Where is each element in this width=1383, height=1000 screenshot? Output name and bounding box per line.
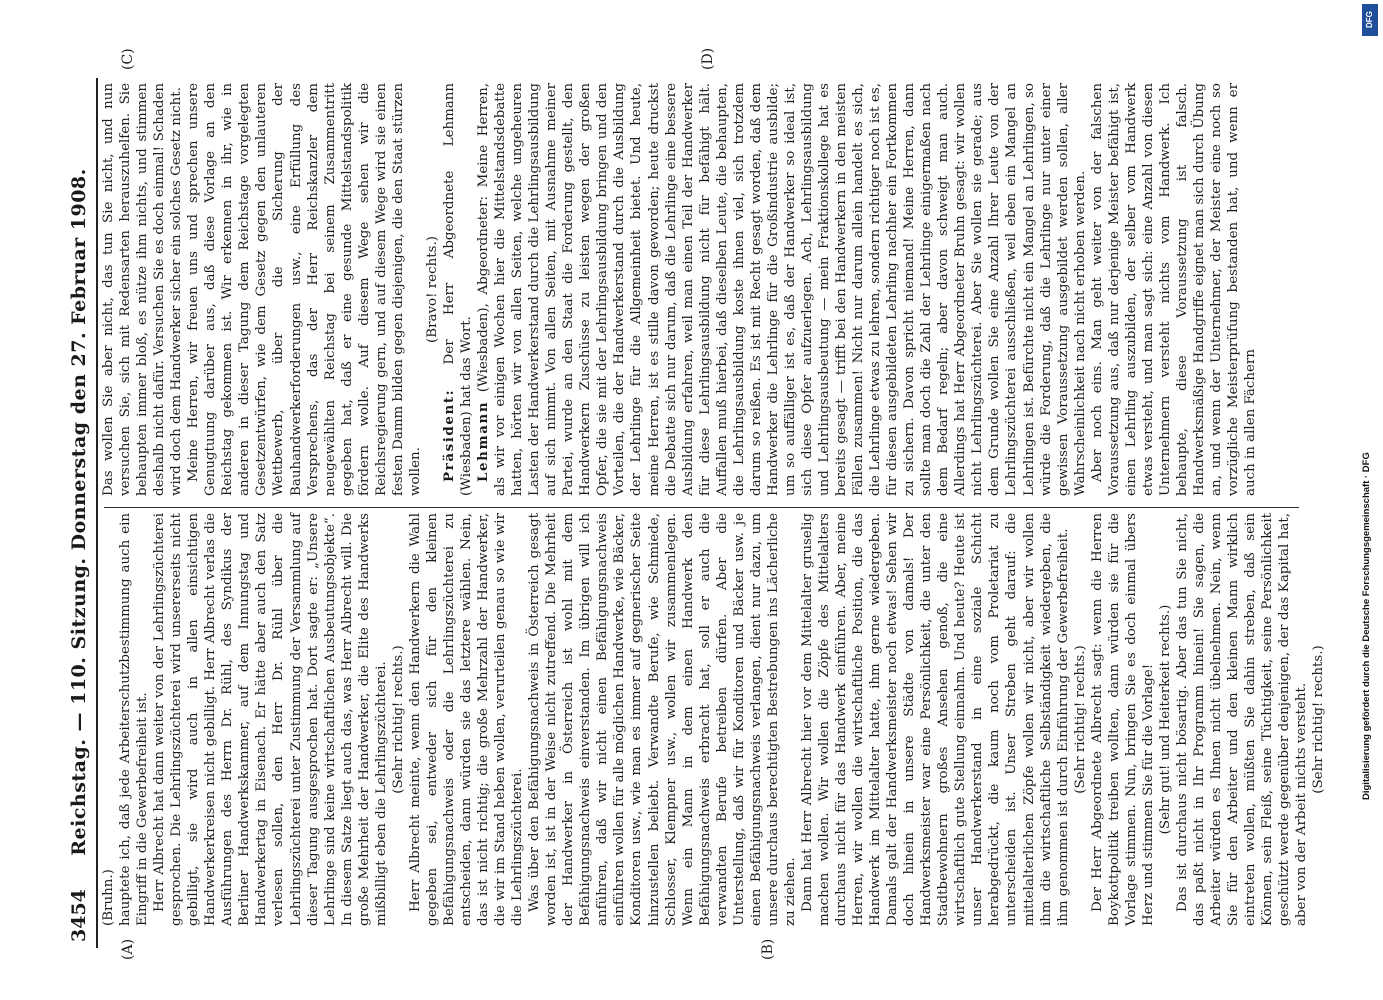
- paragraph: Dann hat Herr Albrecht hier vor dem Mittelalter gruselig machen wollen. Wir wollen die Zöpfe des Mittelalters durchaus nicht für das Handwerk einführen. Aber, meine Herren, wir wollen die wirtschaftliche Position, die das Handwerk im Mittelalter hatte, ihm gerne wiedergeben. Damals galt der Handwerksmeister noch etwas! Sehen wir doch hinein in unsere Städte von damals! Der Handwerksmeister war eine Persönlichkeit, die unter den Stadtbewohnern großes Ansehen genoß, die eine wirtschaftlich gute Stellung einnahm. Und heute? Heute ist unser Handwerkerstand in eine soziale Schicht herabgedrückt, die kaum noch vom Proletariat zu unterscheiden ist. Unser Streben geht darauf: die mittelalterlichen Zöpfe wollen wir nicht, aber wir wollen ihm die wirtschaftliche Selbständigkeit wiedergeben, die ihm genommen ist durch Einführung der Gewerbefreiheit.: [799, 513, 1071, 926]
- paragraph: Was über den Befähigungsnachweis in Österreich gesagt worden ist, ist in der Weise nicht zutreffend. Die Mehrheit der Handwerker in Österreich ist wohl mit dem Befähigungsnachweis einverstanden. Im übrigen will ich anführen, daß wir nicht einen Befähigungsnachweis einführen wollen für alle möglichen Handwerke, wie Bäcker, Konditoren usw., wie man es immer auf gegnerischer Seite hinzustellen beliebt. Verwandte Berufe, wie Schmiede, Schlosser, Klempner usw., wollen wir zusammenlegen. Wenn ein Mann in dem einen Handwerk den Befähigungsnachweis erbracht hat, soll er auch die verwandten Berufe betreiben dürfen. Aber die Unterstellung, daß wir für Konditoren und Bäcker usw. je einen Befähigungsnachweis verlangen, dient nur dazu, um unsere durchaus berechtigten Bestrebungen ins Lächerliche zu ziehen.: [527, 513, 798, 926]
- interjection: (Sehr gut! und Heiterkeit rechts.): [1157, 604, 1173, 835]
- interjection: (Bravo! rechts.): [424, 236, 440, 343]
- paragraph: Das ist durchaus nicht bösartig. Aber das tun Sie nicht, das paßt nicht in Ihr Programm hinein! Sie sagen, die Arbeiter würden es Ihnen nicht übelnehmen. Nein, wenn Sie für den Arbeiter und den kleinen Mann wirklich eintreten wollen, müßten Sie dahin streben, daß sein Können, sein Fleiß, seine Tüchtigkeit, seine Persönlichkeit geschützt werde gegenüber denjenigen, der das Kapital hat, aber von der Arbeit nichts versteht.: [1174, 513, 1310, 926]
- digitization-sidebar: [1359, 0, 1383, 1000]
- president-line: [441, 83, 475, 496]
- right-column: [100, 83, 1300, 496]
- speaker-name: Lehmann: [475, 400, 492, 482]
- paragraph: Der Herr Abgeordnete Albrecht sagt: wenn die Herren Boykottpolitik treiben wollten, dann würden sie für die Vorlage stimmen. Nun, bringen Sie es doch einmal übers Herz und stimmen Sie für die Vorlage!: [1089, 513, 1156, 926]
- left-column: [100, 513, 1327, 926]
- column-divider: [104, 507, 1299, 508]
- page-number: 3454: [68, 889, 90, 942]
- margin-marker-c: (C): [120, 48, 136, 70]
- margin-marker-a: (A): [120, 938, 136, 960]
- page-header: [62, 82, 96, 942]
- page-title: Reichstag. — 110. Sitzung. Donnerstag den 27. Februar 1908.: [68, 168, 90, 856]
- interjection: (Sehr richtig! rechts.): [1311, 645, 1327, 794]
- speech-start: [475, 83, 1089, 496]
- speaker-tag: (Bruhn.): [101, 869, 116, 926]
- paragraph: Aber noch eins. Man geht weiter von der falschen Voraussetzung aus, daß nur derjenige Meister befähigt ist, einen Lehrling auszubilden, der selber vom Handwerk etwas versteht, und man sagt sich: eine Anzahl von diesen Unternehmern versteht nichts vom Handwerk. Ich behaupte, diese Voraussetzung ist falsch. Handwerksmäßige Handgriffe eignet man sich durch Übung an, und wenn der Unternehmer, der Meister eine noch so vorzügliche Meisterprüfung bestanden hat, und wenn er auch in allen Fächern: [1089, 83, 1259, 496]
- paragraph: (Wiesbaden), Abgeordneter: Meine Herren, als wir vor einigen Wochen hier die Mittelstandsdebatte hatten, hörten wir von allen Seiten, welche ungeheuren Lasten der Handwerkerstand durch die Lehrlingsausbildung auf sich nimmt. Von allen Seiten, mit Ausnahme meiner Partei, wurde an den Staat die Forderung gestellt, den Handwerkern Zuschüsse zu leisten wegen der großen Opfer, die sie mit der Lehrlingsausbildung bringen und den Vorteilen, die der Handwerkerstand durch die Ausbildung der Lehrlinge für die Allgemeinheit bietet. Und heute, meine Herren, ist es stille davon geworden; heute druckst die Debatte sich nur darum, daß die Lehrlinge eine bessere Ausbildung erfahren, weil man einen Teil der Handwerker für diese Lehrlingsausbildung nicht für befähigt hält. Auffallen muß hierbei, daß dieselben Leute, die behaupten, die Lehrlingsausbildung koste ihnen viel, sich trotzdem darum so reißen. Es ist mit Recht gesagt worden, daß dem Handwerker die Lehrlinge für die Großindustrie ausbilde; um so auffälliger ist es, daß der Handwerker so ideal ist, sich diese Opfer aufzuerlegen. Ach, Lehrlingsausbildung und Lehrlingsausbeutung — mein Fraktionskollege hat es bereits gesagt — trifft bei den Handwerkern in den meisten Fällen zusammen! Nicht nur darum allein handelt es sich, die Lehrlinge etwas zu lehren, sondern richtiger noch ist es, für diesen ausgebildeten Lehrling nachher ein Fortkommen zu sichern. Davon spricht niemand! Meine Herren, dann sollte man doch die Zahl der Lehrlinge einigermaßen nach dem Bedarf regeln; aber davon schweigt man auch. Allerdings hat Herr Abgeordneter Bruhn gesagt: wir wollen nicht Lehrlingszüchterei. Aber Sie wollen sie gerade; aus dem Grunde wollen Sie eine Anzahl Ihrer Leute von der Lehrlingszüchterei ausschließen, weil eben ein Mangel an Lehrlingen ist. Befürchte nicht ein Mangel an Lehrlingen, so würde die Forderung, daß die Lehrlinge nur unter einer gewissen Voraussetzung ausgebildet werden sollen, aller Wahrscheinlichkeit nach nicht erhoben werden.: [476, 83, 1088, 496]
- paragraph: hauptete ich, daß jede Arbeiterschutzbestimmung auch ein Eingriff in die Gewerbefreiheit ist.: [118, 513, 151, 926]
- president-text: Der Herr Abgeordnete Lehmann (Wiesbaden) hat das Wort.: [441, 83, 474, 496]
- paragraph: Meine Herren, wir freuen uns und sprechen unsere Genugtuung darüber aus, daß diese Vorlage an den Reichstag gekommen ist. Wir erkennen in ihr, wie in anderen in dieser Tagung dem Reichstage vorgelegten Gesetzentwürfen, wie dem Gesetz gegen den unlauteren Wettbewerb, über die Sicherung der Bauhandwerkerforderungen usw., eine Erfüllung des Versprechens, das der Herr Reichskanzler dem neugewählten Reichstag bei seinem Zusammentritt gegeben hat, daß er eine gesunde Mittelstandspolitik fördern wolle. Auf diesem Wege sehen wir die Reichsregierung gern, und auf diesem Wege wird sie einen festen Damm bilden gegen diejenigen, die den Staat stürzen wollen.: [186, 83, 423, 496]
- interjection: (Sehr richtig! rechts.): [390, 645, 406, 794]
- paragraph: Das wollen Sie aber nicht, das tun Sie nicht, und nun versuchen Sie, sich mit Redensarten herauszuhelfen. Sie behaupten immer bloß, es nütze ihm nichts, und stimmen deshalb nicht dafür. Versuchen Sie es doch einmal! Schaden wird doch dem Handwerker sicher ein solches Gesetz nicht.: [101, 83, 185, 496]
- president-label: Präsident:: [440, 388, 457, 482]
- margin-marker-d: (D): [700, 47, 716, 70]
- margin-marker-b: (B): [760, 938, 776, 960]
- header-rule: [96, 78, 98, 948]
- digitization-note: Digitalisierung gefördert durch die Deutsche Forschungsgemeinschaft · DFG: [1361, 452, 1372, 800]
- paragraph: Herr Albrecht meinte, wenn den Handwerkern die Wahl gegeben sei, entweder sich für den kleinen Befähigungsnachweis oder die Lehrlingszüchterei zu entscheiden, dann würden sie das letztere wählen. Nein, das ist nicht richtig; die große Mehrzahl der Handwerker, die wir im Stand heben wollen, verurteilen genau so wie wir die Lehrlingszüchterei.: [407, 513, 526, 926]
- dfg-logo: DFG: [1362, 4, 1378, 36]
- paragraph: Herr Albrecht hat dann weiter von der Lehrlingszüchterei gesprochen. Die Lehrlingszüchterei wird unsererseits nicht gebilligt, sie wird auch in allen einsichtigen Handwerkerkreisen nicht gebilligt. Herr Albrecht verlas die Ausführungen des Herrn Dr. Rühl, des Syndikus der Berliner Handwerkskammer, auf dem Innungstag und Handwerkertag in Eisenach. Er hätte aber auch den Satz verlesen sollen, den Herr Dr. Rühl über die Lehrlingszüchterei unter Zustimmung der Versammlung auf dieser Tagung ausgesprochen hat. Dort sagte er: „Unsere Lehrlinge sind keine wirtschaftlichen Ausbeutungsobjekte“. In diesem Satze liegt auch das, was Herr Albrecht will. Die große Mehrheit der Handwerker, die Elite des Handwerks mißbilligt eben die Lehrlingszüchterei.: [152, 513, 389, 926]
- interjection: (Sehr richtig! rechts.): [1072, 645, 1088, 794]
